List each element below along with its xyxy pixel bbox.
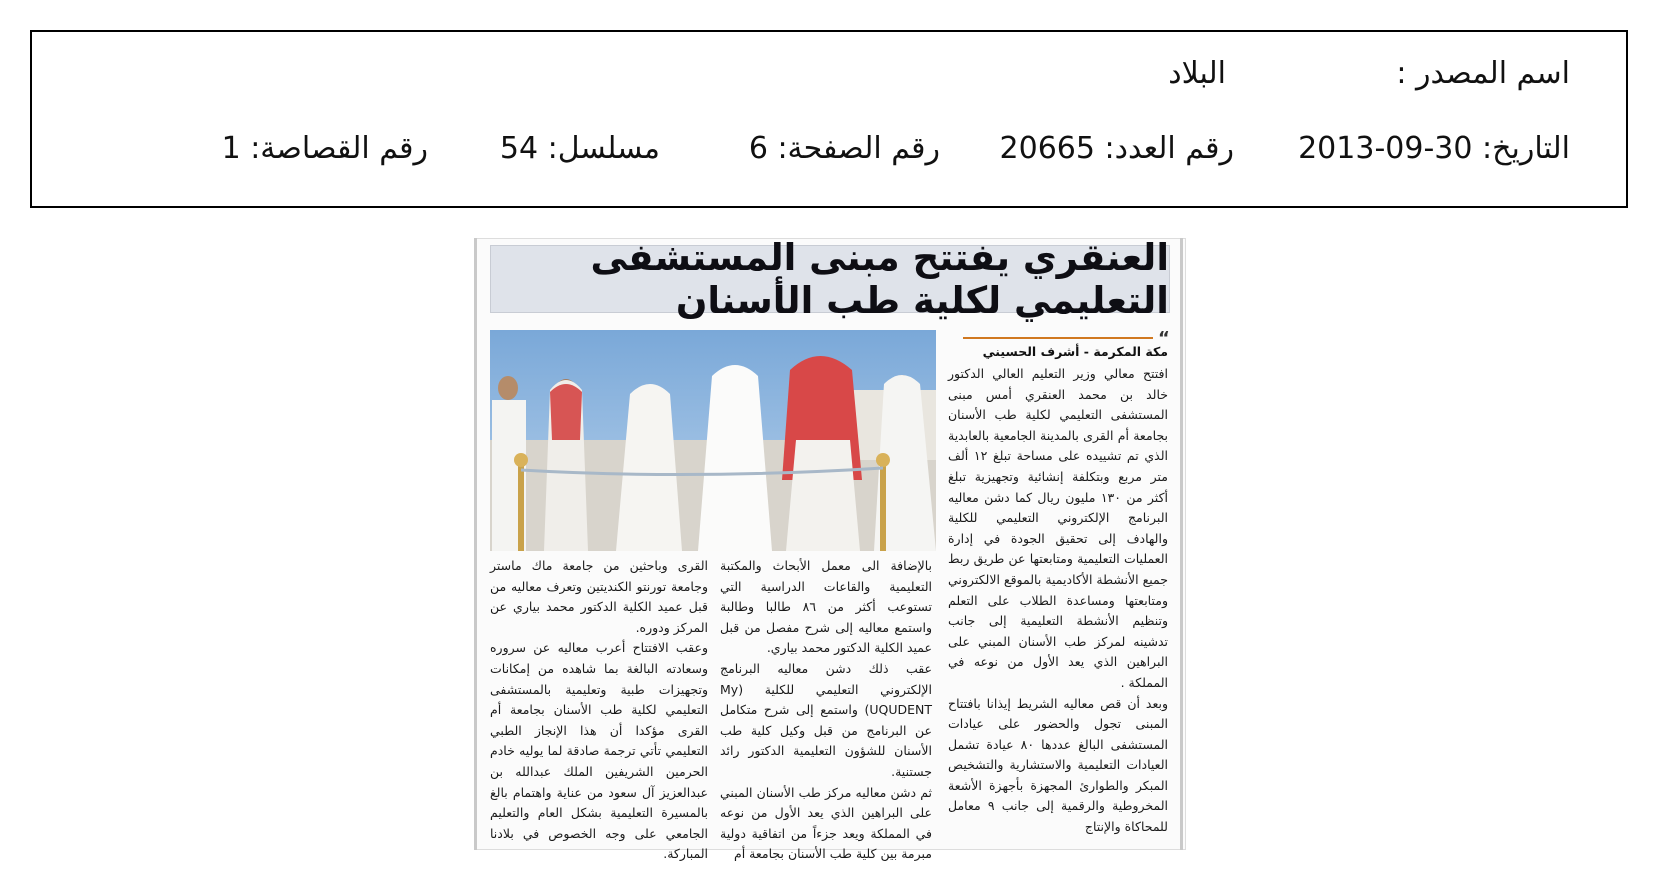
article-column-right [948,364,1168,838]
byline-rule [963,337,1153,339]
article-byline: مكة المكرمة - أشرف الحسيني [982,344,1168,359]
date-field: التاريخ: 30-09-2013 [1298,131,1570,166]
paragraph: وبعد أن قص معاليه الشريط إيذانا بافتتاح المبنى تجول والحضور على عيادات المستشفى البالغ عددها ٨٠ عيادة تشمل العيادات التعليمية والاستشارية والتشخيص المبكر والطوارئ المجهزة بأجهزة الأشعة المخروطية والرقمية إلى جانب ٩ معامل للمحاكاة والإنتاج [948,695,1168,835]
paragraph: وعقب الافتتاح أعرب معاليه عن سروره وسعادته البالغة بما شاهده من إمكانات وتجهيزات طبية وتعليمية بالمستشفى التعليمي لكلية طب الأسنان بجامعة أم القرى مؤكدا أن هذا الإنجاز الطبي التعليمي تأتي ترجمة صادقة لما يوليه خادم الحرمين الشريفين الملك عبدالله بن عبدالعزيز آل سعود من عناية واهتمام بالغ بالمسيرة التعليمية بشكل العام والتعليم الجامعي على وجه الخصوص في بلادنا المباركة. [490,640,708,862]
paragraph: افتتح معالي وزير التعليم العالي الدكتور خالد بن محمد العنقري أمس مبنى المستشفى التعليمي لكلية طب الأسنان بجامعة أم القرى بالمدينة الجامعية بالعابدية الذي تم تشييده على مساحة تبلغ ١٢ ألف متر مربع وبتكلفة إنشائية وتجهيزية تبلغ أكثر من ١٣٠ مليون ريال كما دشن معاليه البرنامج الإلكتروني التعليمي للكلية والهادف إلى تحقيق الجودة في إدارة العمليات التعليمية ومتابعتها عن طريق ربط جميع الأنشطة الأكاديمية بالموقع الالكتروني ومتابعتها ومساعدة الطلاب على التعلم وتنظيم الأنشطة التعليمية إلى جانب تدشينه لمركز طب الأسنان المبني على البراهين الذي يعد الأول من نوعه في المملكة . [948,366,1168,690]
page-number-field: رقم الصفحة: 6 [748,131,940,166]
ribbon-cutting-photo [490,330,936,551]
paragraph: بالإضافة الى معمل الأبحاث والمكتبة التعليمية والقاعات الدراسية التي تستوعب أكثر من ٨٦ طالبا وطالبة واستمع معاليه إلى شرح مفصل من قبل عميد الكلية الدكتور محمد بياري. [720,558,933,656]
clipping-edge-right [1180,238,1183,850]
paragraph: عقب ذلك دشن معاليه البرنامج الإلكتروني التعليمي للكلية (My UQUDENT) واستمع إلى شرح متكامل عن البرنامج من قبل وكيل كلية طب الأسنان للشؤون التعليمية الدكتور رائد جستنية. [720,660,932,779]
issue-number-field: رقم العدد: 20665 [999,131,1234,166]
clipping-edge-left [474,238,477,850]
source-value: البلاد [1168,56,1226,91]
quote-mark: “ [1158,328,1170,349]
clip-number-field: رقم القصاصة: 1 [221,131,428,166]
article-column-left [490,556,708,865]
article-headline: العنقري يفتتح مبنى المستشفى التعليمي لكلية طب الأسنان [490,245,1170,313]
serial-field: مسلسل: 54 [499,131,660,166]
paragraph: القرى وباحثين من جامعة ماك ماستر وجامعة تورنتو الكنديتين وتعرف معاليه من قبل عميد الكلية الدكتور محمد بياري عن المركز ودوره. [490,558,708,635]
source-label: اسم المصدر : [1396,56,1570,91]
source-metadata-box [30,30,1628,208]
article-column-middle [720,556,932,865]
paragraph: ثم دشن معاليه مركز طب الأسنان المبني على البراهين الذي يعد الأول من نوعه في المملكة ويعد جزءاً من اتفاقية دولية مبرمة بين كلية طب الأسنان بجامعة أم [720,784,932,862]
